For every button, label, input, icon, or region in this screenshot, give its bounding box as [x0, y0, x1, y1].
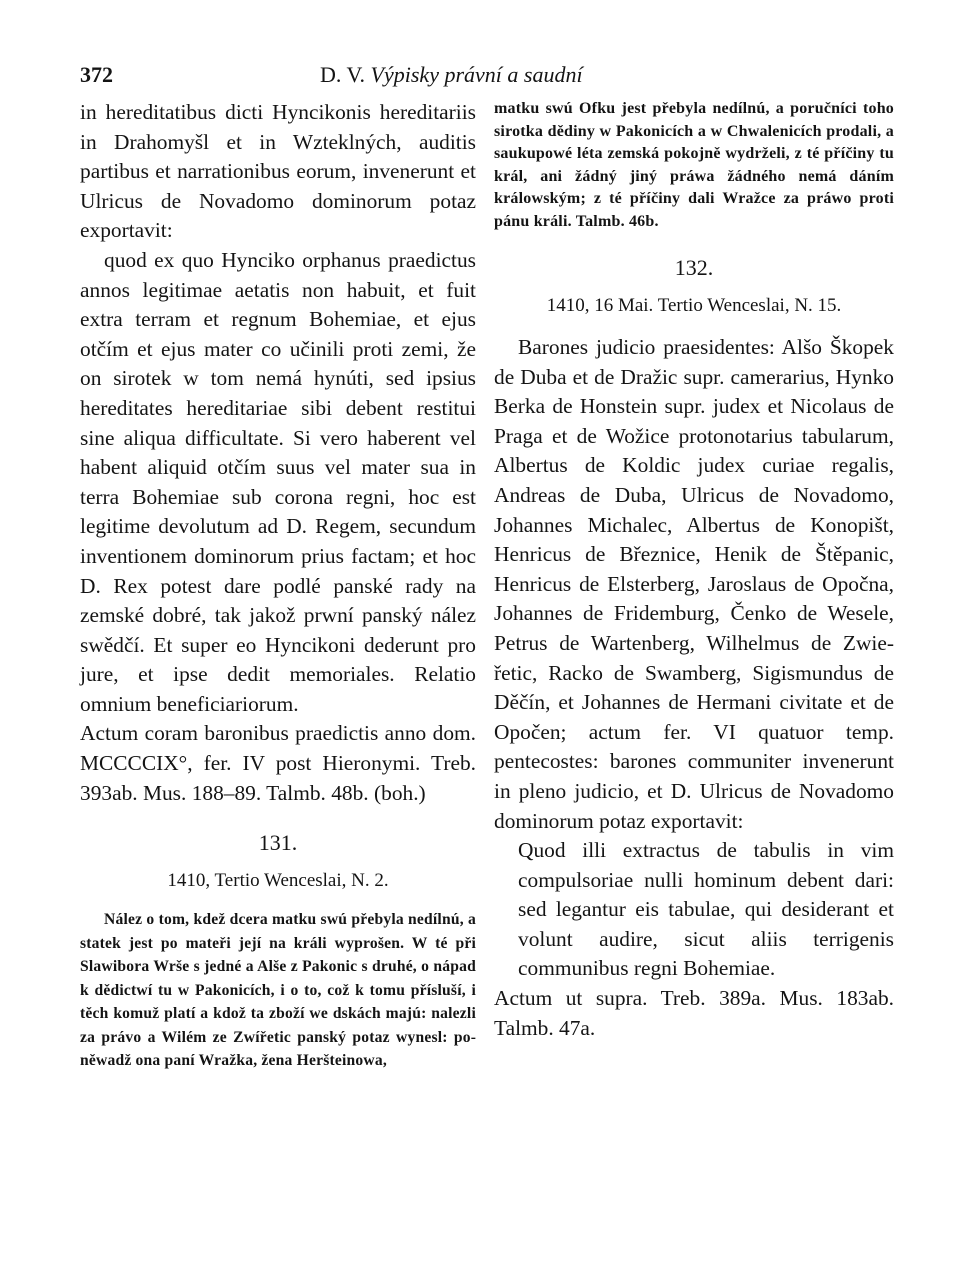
section-label: D. V.: [320, 62, 366, 87]
actum-note: Actum coram baronibus praedictis anno dom. MCCCCIX°, fer. IV post Hieronymi. Treb. 393ab. Mus. 188–89. Talmb. 48b. (boh.): [80, 721, 476, 805]
barones-paragraph: Barones judicio praesidentes: Alšo Škopek de Duba et de Dražic supr. camerarius, Hynko Berka de Honstein supr. judex et Nicolaus de Praga et de Wožice protonotarius tabularum, Albertus de Koldic judex curiae regalis, Andreas de Duba, Ulricus de Novadomo, Johannes Michalec, Albertus de Konopišt, Henricus de Březnice, Henik de Štěpanic, Henricus de Elsterberg, Jaroslaus de Opočna, Johannes de Fridemburg, Čenko de Wesele, Petrus de Wartenberg, Wilhelmus de Zwieřetic, Racko de Swamberg, Sigismundus de Děčín, et Johannes de Hermani civitate et de Opočen; actum fer. VI quatuor temp. pentecostes: barones communiter invenerunt in pleno judicio, et D. Ulricus de Novadomo dominorum potaz exportavit:: [494, 335, 894, 833]
entry-number: 131.: [258, 830, 298, 856]
entry-text: Nález o tom, kdež dcera matku swú přebyla nedílnú, a statek jest po mateři její na králi wyprošen. W té při Slawibora Wrše s jedné a Alše z Pakonic s druhé, o nápad k dědictwí tu w Pakonicích, i o to, což k tomu přísluší, i těch komuž platí a kdož ta zboží we dskách majú: nalezli za právo a Wilém ze Zwířetic panský potaz wynesl: poněwadž ona paní Wražka, žena Heršteinowa,: [80, 911, 476, 1070]
right-column: [494, 98, 894, 1043]
page-number: 372: [80, 62, 113, 87]
section-title: Výpisky právní a saudní: [370, 62, 583, 87]
running-header: [80, 62, 880, 92]
left-column: [80, 98, 476, 1073]
continued-paragraph: in hereditatibus dicti Hyncikonis hereditariis in Drahomyšl et in Wzteklných, auditis partibus et narrationibus eorum, invenerunt et Ulricus de Novadomo dominorum potaz exportavit:: [80, 100, 476, 243]
running-title: [320, 62, 583, 88]
quod-paragraph: Quod illi extractus de tabulis in vim compulsoriae nulli hominum debent dari: sed legantur eis tabulae, qui desiderant et volunt audire, sicut aliis terrigenis communibus regni Bohemiae.: [518, 838, 894, 981]
ruling-paragraph: quod ex quo Hynciko orphanus praedictus annos legitimae aetatis non habuit, et fuit extra terram et regnum Bohemiae, et ejus otčím et ejus mater co učinili proti zemi, že on sirotek w tom nemá hynúti, sed ipsius hereditates hereditariae sibi debent restitui sine aliqua difficultate. Si vero haberent vel habent aliquid otčím suus vel mater sua in terra Bohemiae sub corona regni, hoc est legitime devolutum ad D. Regem, secundum inventionem dominorum prius factam; et hoc D. Rex potest dare podlé panské rady na zemské dobré, tak jakož prwní panský nález swědčí. Et super eo Hyncikoni dederunt pro jure, et ipse dedit memoriales. Relatio omnium beneficiariorum.: [80, 247, 476, 716]
actum-note: Actum ut supra. Treb. 389a. Mus. 183ab. Talmb. 47a.: [494, 986, 894, 1040]
entry-date-heading: 1410, 16 Mai. Tertio Wenceslai, N. 15.: [546, 295, 842, 316]
continued-entry-text: matku swú Ofku jest přebyla nedílnú, a poručníci toho sirotka dědiny w Pakonicích a w Chwalenicích prodali, a saukupowé léta zemská pokojně wydrželi, z té příčiny tu král, ani žádný jiný práwa žádného nemá dáním králowským; z té příčiny dali Wražce za práwo proti pánu králi. Talmb. 46b.: [494, 100, 894, 230]
entry-date-heading: 1410, Tertio Wenceslai, N. 2.: [167, 870, 389, 892]
entry-number: 132.: [674, 255, 714, 280]
